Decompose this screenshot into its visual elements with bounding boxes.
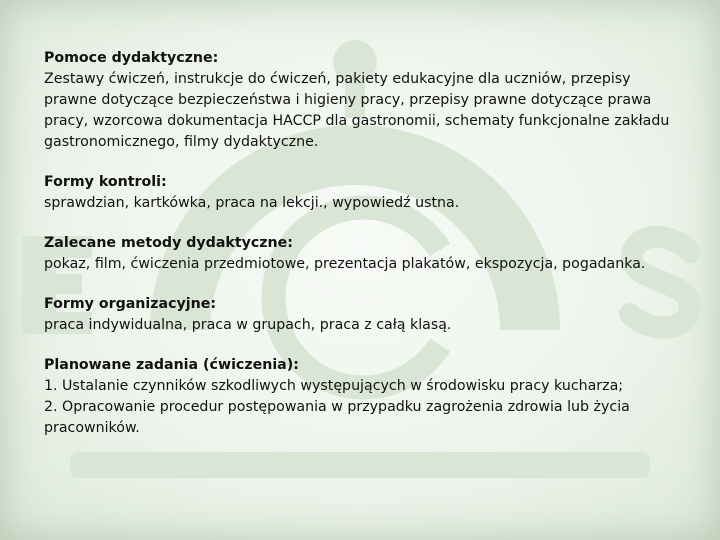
section-heading: Planowane zadania (ćwiczenia):: [44, 357, 299, 373]
section-heading: Formy kontroli:: [44, 174, 167, 190]
section-body: praca indywidualna, praca w grupach, praca z całą klasą.: [44, 317, 452, 333]
section-planned-tasks: [44, 355, 684, 439]
task-item-1: 1. Ustalanie czynników szkodliwych występujących w środowisku pracy kucharza;: [44, 378, 624, 394]
section-body: Zestawy ćwiczeń, instrukcje do ćwiczeń, pakiety edukacyjne dla uczniów, przepisy prawne dotyczące bezpieczeństwa i higieny pracy, przepisy prawne dotyczące prawa pracy, wzorcowa dokumentacja HACCP dla gastronomii, schematy funkcjonalne zakładu gastronomicznego, filmy dydaktyczne.: [44, 71, 670, 150]
section-teaching-aids: [44, 48, 684, 153]
section-heading: Pomoce dydaktyczne:: [44, 50, 219, 66]
section-teaching-methods: [44, 233, 684, 275]
section-assessment-forms: [44, 172, 684, 214]
watermark-base: [70, 452, 650, 478]
section-heading: Zalecane metody dydaktyczne:: [44, 235, 293, 251]
slide-content: [44, 48, 684, 439]
task-item-2: 2. Opracowanie procedur postępowania w przypadku zagrożenia zdrowia lub życia pracowników.: [44, 399, 630, 436]
section-organizational-forms: [44, 294, 684, 336]
section-body: pokaz, film, ćwiczenia przedmiotowe, prezentacja plakatów, ekspozycja, pogadanka.: [44, 256, 646, 272]
section-heading: Formy organizacyjne:: [44, 296, 217, 312]
section-body: sprawdzian, kartkówka, praca na lekcji., wypowiedź ustna.: [44, 195, 460, 211]
